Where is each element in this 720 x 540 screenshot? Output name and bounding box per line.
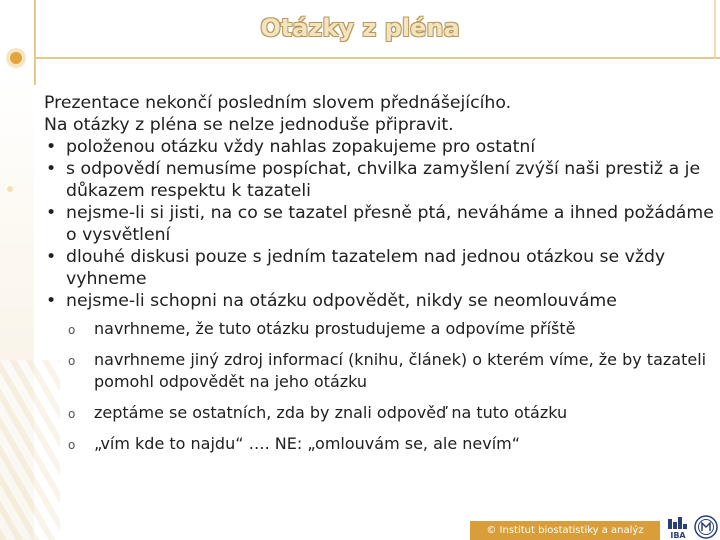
sub-bullet-text: zeptáme se ostatních, zda by znali odpověď na tuto otázku (94, 403, 568, 422)
sub-list-item (44, 433, 716, 455)
bullet-marker: • (46, 203, 57, 223)
bullet-text: dlouhé diskusi pouze s jedním tazatelem nad jednou otázkou se vždy vyhneme (66, 247, 666, 289)
university-seal-icon (694, 515, 718, 539)
sub-bullet-marker: o (68, 407, 76, 421)
frame-horizontal-line (34, 57, 720, 59)
bullet-marker: • (46, 247, 57, 267)
slide-title: Otázky z pléna (260, 14, 460, 42)
sub-bullet-text: navrhneme jiný zdroj informací (knihu, článek) o kterém víme, že by tazateli pomohl odpovědět na jeho otázku (94, 350, 707, 391)
list-item (44, 290, 716, 312)
bullet-marker: • (46, 137, 57, 157)
bullet-text: položenou otázku vždy nahlas zopakujeme pro ostatní (66, 137, 536, 157)
sub-bullet-marker: o (68, 354, 76, 368)
bullet-text: nejsme-li schopni na otázku odpovědět, nikdy se neomlouváme (66, 291, 617, 311)
slide-content (44, 92, 716, 464)
sub-bullet-marker: o (68, 323, 76, 337)
bullet-marker: • (46, 159, 57, 179)
bullet-text: s odpovědí nemusíme pospíchat, chvilka zamyšlení zvýší naši prestiž a je důkazem respektu k tazateli (66, 159, 701, 201)
list-item (44, 158, 716, 202)
intro-line-2: Na otázky z pléna se nelze jednoduše připravit. (44, 115, 454, 135)
iba-logo-text: IBA (670, 531, 686, 539)
bullet-text: nejsme-li si jisti, na co se tazatel přesně ptá, neváháme a ihned požádáme o vysvětlení (66, 203, 714, 245)
footer-copyright: © Institut biostatistiky a analýz (486, 525, 644, 536)
list-item (44, 246, 716, 290)
bullet-marker: • (46, 291, 57, 311)
sub-list-item (44, 318, 716, 340)
iba-logo-icon (666, 517, 690, 539)
decor-circle-inner (10, 52, 22, 64)
decor-dot (7, 186, 13, 192)
sub-bullet-marker: o (68, 438, 76, 452)
frame-vertical-line (34, 0, 36, 85)
list-item (44, 136, 716, 158)
intro-line-1: Prezentace nekončí posledním slovem přednášejícího. (44, 93, 512, 113)
sub-list-item (44, 349, 716, 393)
sub-bullet-text: navrhneme, že tuto otázku prostudujeme a odpovíme příště (94, 319, 576, 338)
bullet-list (44, 136, 716, 312)
sub-bullet-text: „vím kde to najdu“ …. NE: „omlouvám se, ale nevím“ (94, 434, 521, 453)
list-item (44, 202, 716, 246)
sub-list-item (44, 402, 716, 424)
sub-bullet-list (44, 318, 716, 455)
